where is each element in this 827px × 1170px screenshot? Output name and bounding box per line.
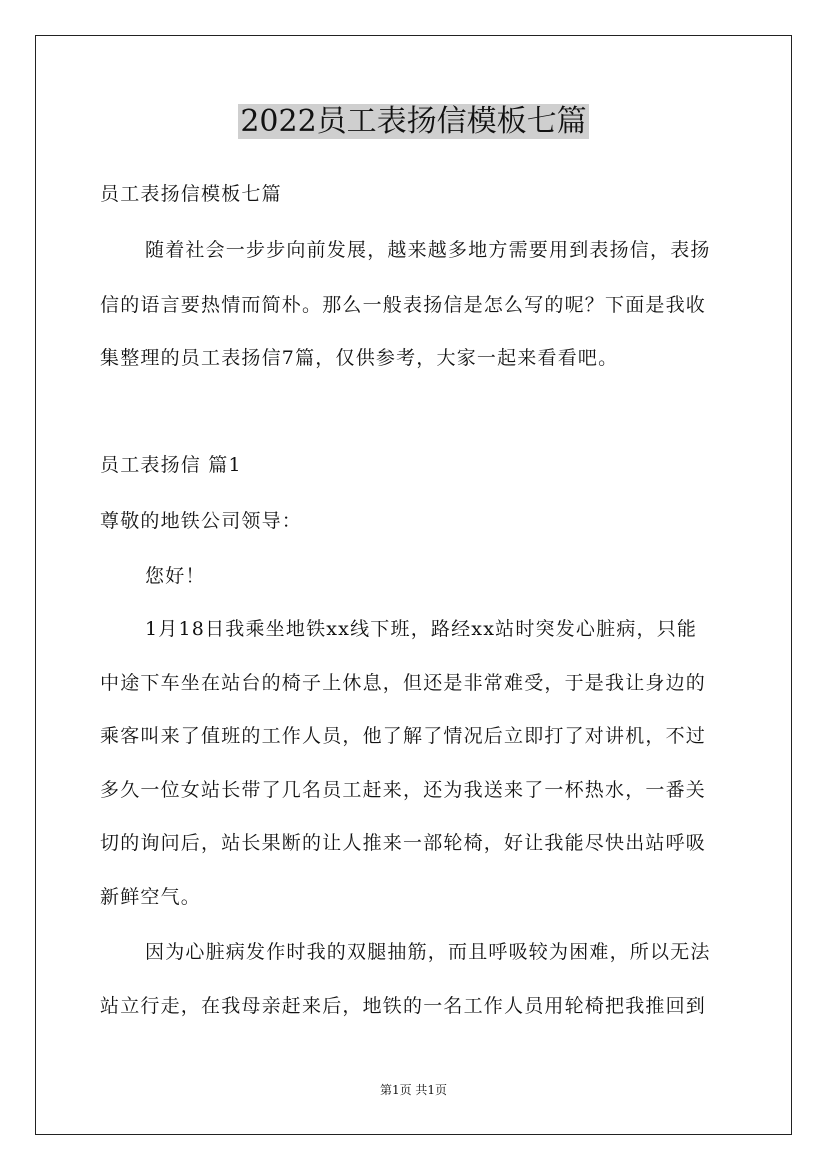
page-number-label: 第1页 共1页 bbox=[379, 1083, 448, 1097]
page-footer bbox=[0, 1082, 827, 1098]
paragraph-line: 随着社会一步步向前发展，越来越多地方需要用到表扬信，表扬 bbox=[145, 239, 711, 261]
paragraph-line: 集整理的员工表扬信7篇，仅供参考，大家一起来看看吧。 bbox=[100, 347, 619, 369]
paragraph-line: 乘客叫来了值班的工作人员，他了解了情况后立即打了对讲机，不过 bbox=[100, 725, 707, 747]
greeting-line: 您好！ bbox=[145, 565, 206, 587]
paragraph-line: 切的询问后，站长果断的让人推来一部轮椅，好让我能尽快出站呼吸 bbox=[100, 832, 707, 854]
paragraph-line: 信的语言要热情而简朴。那么一般表扬信是怎么写的呢？下面是我收 bbox=[100, 294, 707, 316]
salutation-line: 尊敬的地铁公司领导： bbox=[100, 510, 303, 532]
paragraph-line: 多久一位女站长带了几名员工赶来，还为我送来了一杯热水，一番关 bbox=[100, 779, 707, 801]
document-title bbox=[0, 100, 827, 144]
paragraph-line: 1月18日我乘坐地铁xx线下班，路经xx站时突发心脏病，只能 bbox=[145, 618, 698, 640]
paragraph-line: 站立行走，在我母亲赶来后，地铁的一名工作人员用轮椅把我推回到 bbox=[100, 995, 707, 1017]
paragraph-line: 新鲜空气。 bbox=[100, 886, 202, 908]
document-title-text: 2022员工表扬信模板七篇 bbox=[240, 104, 587, 139]
paragraph-line: 中途下车坐在站台的椅子上休息，但还是非常难受，于是我让身边的 bbox=[100, 672, 707, 694]
subtitle-line: 员工表扬信模板七篇 bbox=[100, 183, 282, 205]
paragraph-line: 因为心脏病发作时我的双腿抽筋，而且呼吸较为困难，所以无法 bbox=[145, 941, 711, 963]
section-heading: 员工表扬信 篇1 bbox=[100, 454, 242, 476]
